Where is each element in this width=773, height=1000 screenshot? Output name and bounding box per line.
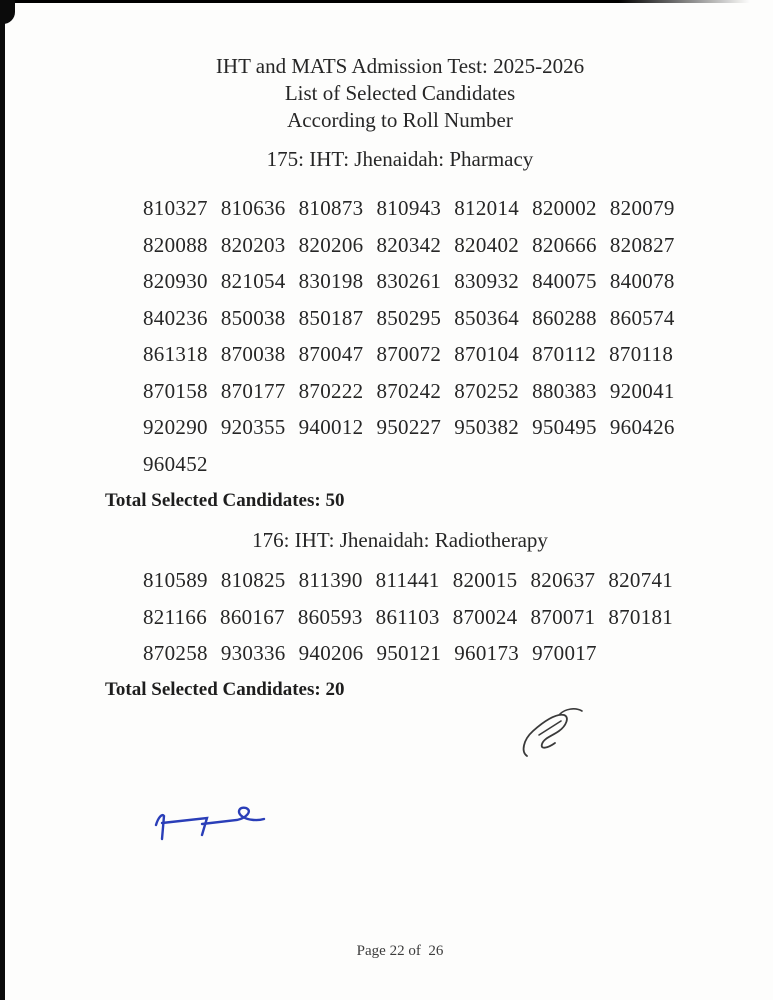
roll-number: 870158 <box>143 378 208 403</box>
roll-number-row <box>143 233 675 270</box>
page-number-footer: Page 22 of 26 <box>356 943 444 959</box>
roll-number: 861103 <box>375 604 440 629</box>
roll-number: 920355 <box>220 415 286 439</box>
document-title-block <box>40 53 760 134</box>
roll-number: 812014 <box>454 196 520 220</box>
roll-number-row <box>143 196 675 233</box>
roll-number: 870047 <box>298 342 364 366</box>
roll-number: 870252 <box>454 378 520 403</box>
roll-number: 970017 <box>532 641 597 665</box>
roll-number: 850364 <box>454 305 520 330</box>
roll-number: 861318 <box>143 342 208 366</box>
roll-number: 870072 <box>376 342 442 366</box>
roll-number: 860167 <box>220 604 285 629</box>
roll-number: 830932 <box>454 269 520 293</box>
roll-number: 811390 <box>298 568 363 592</box>
roll-number: 820203 <box>220 232 286 257</box>
roll-number: 810873 <box>298 196 364 220</box>
total-selected-pharmacy: Total Selected Candidates: 50 <box>105 490 345 511</box>
roll-number: 920290 <box>143 415 208 439</box>
roll-number: 950227 <box>376 415 442 439</box>
roll-number: 870177 <box>220 378 286 403</box>
roll-number: 920041 <box>609 378 675 403</box>
roll-number: 960452 <box>143 451 208 476</box>
roll-number: 870024 <box>452 604 518 629</box>
roll-number: 870118 <box>609 342 674 366</box>
section-heading-pharmacy: 175: IHT: Jhenaidah: Pharmacy <box>266 147 534 171</box>
roll-number: 870242 <box>376 378 442 403</box>
roll-number: 950382 <box>454 415 520 439</box>
title-line-3: According to Roll Number <box>287 108 513 132</box>
section-heading-radiotherapy: 176: IHT: Jhenaidah: Radiotherapy <box>252 528 548 552</box>
roll-number: 820402 <box>454 232 520 257</box>
roll-number: 820930 <box>143 269 208 293</box>
roll-number: 810825 <box>220 568 286 592</box>
roll-number: 820088 <box>143 232 208 257</box>
roll-number: 870222 <box>298 378 364 403</box>
roll-number: 820827 <box>609 232 675 257</box>
roll-number: 821054 <box>220 269 286 293</box>
roll-number: 860593 <box>297 604 363 629</box>
roll-number: 820637 <box>530 568 596 592</box>
roll-number: 820015 <box>452 568 518 592</box>
roll-number-row <box>143 269 675 306</box>
roll-number: 811441 <box>375 568 440 592</box>
roll-number: 810943 <box>376 196 442 220</box>
roll-number: 870181 <box>608 604 674 629</box>
roll-number-row <box>143 415 675 452</box>
roll-number: 860574 <box>609 305 675 330</box>
scan-edge-left <box>0 0 5 1000</box>
roll-number: 870258 <box>143 641 208 665</box>
roll-number: 810636 <box>220 196 286 220</box>
title-line-2: List of Selected Candidates <box>284 81 516 105</box>
roll-number: 870112 <box>532 342 597 366</box>
roll-number: 850187 <box>298 305 364 330</box>
roll-number: 880383 <box>532 378 597 403</box>
roll-number: 830198 <box>298 269 364 293</box>
roll-number: 820342 <box>376 232 442 257</box>
scan-edge-top <box>0 0 773 3</box>
roll-number-row <box>143 641 673 678</box>
roll-number: 960173 <box>454 641 520 665</box>
roll-number: 950495 <box>532 415 597 439</box>
roll-number: 870038 <box>220 342 286 366</box>
roll-number: 950121 <box>376 641 442 665</box>
roll-number: 850295 <box>376 305 442 330</box>
roll-number: 960426 <box>609 415 675 439</box>
roll-number-grid-radiotherapy <box>143 568 673 678</box>
handwritten-initials-icon <box>515 700 600 770</box>
roll-number: 860288 <box>532 305 597 330</box>
scan-edge-corner <box>0 0 15 24</box>
roll-number-row <box>143 342 675 379</box>
roll-number: 840075 <box>532 269 597 293</box>
roll-number: 820666 <box>532 232 597 257</box>
roll-number: 840236 <box>143 305 208 330</box>
roll-number: 820079 <box>609 196 675 220</box>
roll-number: 940206 <box>298 641 364 665</box>
roll-number: 870071 <box>530 604 596 629</box>
total-selected-radiotherapy: Total Selected Candidates: 20 <box>105 679 345 700</box>
roll-number-row <box>143 568 673 605</box>
roll-number: 820206 <box>298 232 364 257</box>
roll-number: 830261 <box>376 269 442 293</box>
roll-number: 940012 <box>298 415 364 439</box>
roll-number-row <box>143 452 675 489</box>
roll-number: 810327 <box>143 196 208 220</box>
roll-number: 810589 <box>143 568 208 592</box>
roll-number-row <box>143 379 675 416</box>
roll-number: 840078 <box>609 269 675 293</box>
roll-number: 821166 <box>143 604 208 629</box>
roll-number-row <box>143 306 675 343</box>
roll-number: 820741 <box>608 568 674 592</box>
title-line-1: IHT and MATS Admission Test: 2025-2026 <box>215 54 585 78</box>
roll-number-row <box>143 605 673 642</box>
roll-number: 930336 <box>220 641 286 665</box>
roll-number: 870104 <box>454 342 520 366</box>
roll-number: 820002 <box>532 196 597 220</box>
handwritten-signature-icon <box>147 793 272 851</box>
roll-number-grid-pharmacy <box>143 196 675 488</box>
roll-number: 850038 <box>220 305 286 330</box>
